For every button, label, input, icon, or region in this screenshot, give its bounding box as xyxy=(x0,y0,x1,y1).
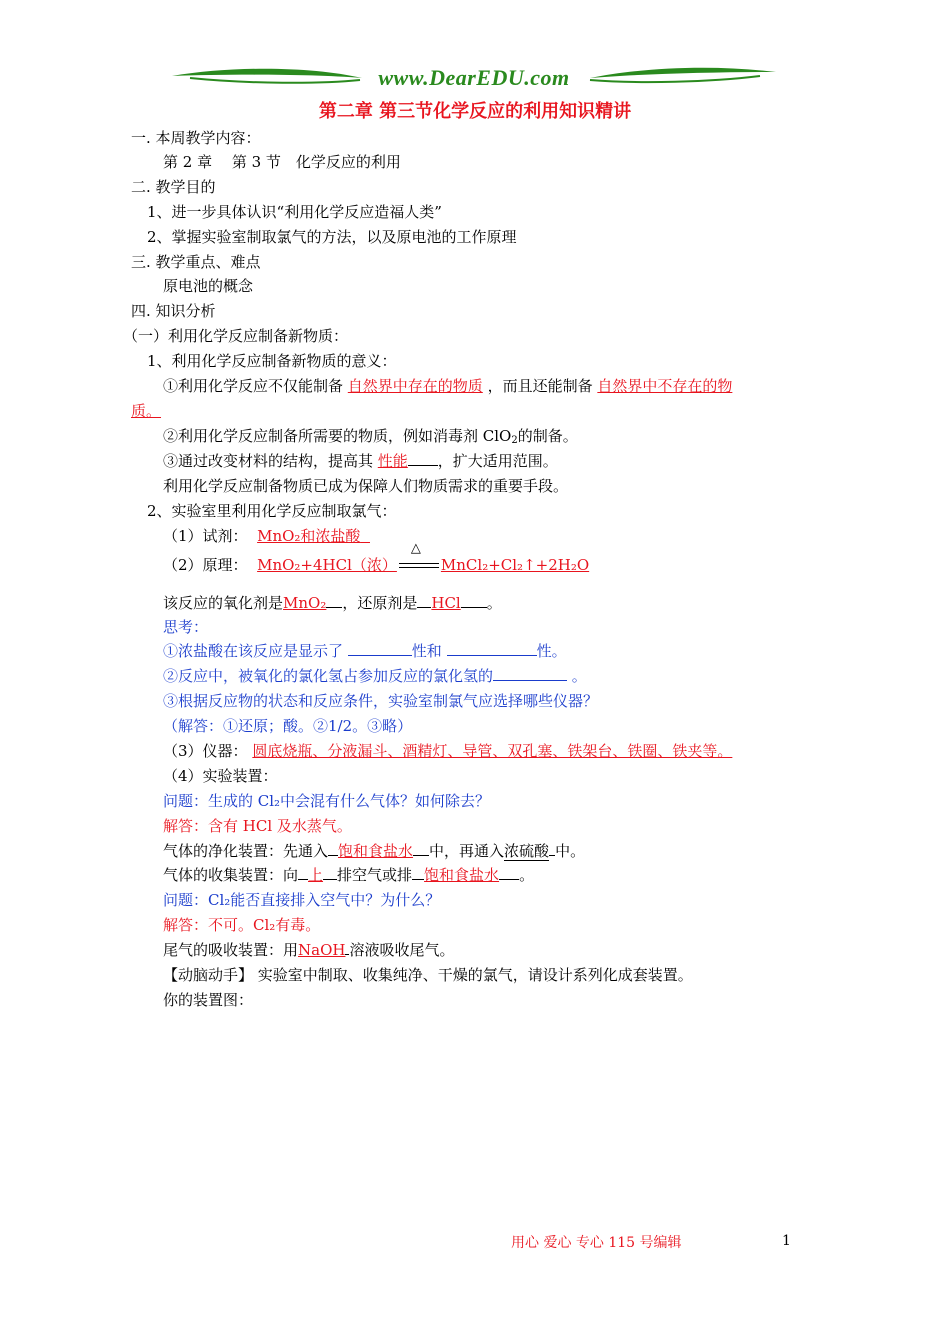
point-1c-pre: ③通过改变材料的结构，提高其 xyxy=(163,452,378,470)
redox-line xyxy=(163,593,502,613)
fill-purify-2: 浓硫酸 xyxy=(504,842,550,860)
setup-label: （4）实验装置： xyxy=(163,767,278,785)
your-diagram-label: 你的装置图： xyxy=(163,991,254,1009)
section-3-content: 原电池的概念 xyxy=(163,277,254,295)
reagent-line xyxy=(163,526,370,546)
question-3: ③根据反应物的状态和反应条件，实验室制氯气应选择哪些仪器？ xyxy=(163,692,599,710)
collect-mid: 排空气或排 xyxy=(337,866,413,884)
fill-reductant: HCl xyxy=(431,594,461,612)
section-2-item-1: 1、进一步具体认识“利用化学反应造福人类” xyxy=(147,203,442,221)
section-3-heading: 三. 教学重点、难点 xyxy=(131,253,261,271)
qa1-question: 问题：生成的 Cl₂中会混有什么气体？如何除去？ xyxy=(163,792,491,810)
hands-on-task: 【动脑动手】 实验室中制取、收集纯净、干燥的氯气，请设计系列化成套装置。 xyxy=(163,966,693,984)
point-1c-post: ，扩大适用范围。 xyxy=(437,452,558,470)
blank-line xyxy=(408,451,438,466)
think-label: 思考： xyxy=(163,618,209,636)
purify-line xyxy=(163,841,585,861)
instrument-label: （3）仪器： xyxy=(163,742,248,760)
redox-pre: 该反应的氧化剂是 xyxy=(163,594,284,612)
principle-label: （2）原理： xyxy=(163,556,248,574)
redox-post: 。 xyxy=(486,594,502,612)
fill-performance: 性能 xyxy=(377,452,408,470)
point-1d: 利用化学反应制备物质已成为保障人们物质需求的重要手段。 xyxy=(163,477,569,495)
purify-pre: 气体的净化装置：先通入 xyxy=(163,842,329,860)
heat-triangle-icon: △ xyxy=(410,541,421,556)
point-2-title: 2、实验室里利用化学反应制取氯气： xyxy=(147,502,397,520)
collect-pre: 气体的收集装置：向 xyxy=(163,866,299,884)
point-1a-cont xyxy=(131,401,161,421)
footer-text: 用心 爱心 专心 115 号编辑 xyxy=(511,1235,682,1251)
principle-line xyxy=(163,541,590,575)
point-1a xyxy=(163,376,732,396)
section-1-content: 第 2 章 第 3 节 化学反应的利用 xyxy=(163,153,401,171)
fill-naoh: NaOH xyxy=(298,941,346,959)
redox-mid: ，还原剂是 xyxy=(342,594,418,612)
fill-natural-substance: 自然界中存在的物质 xyxy=(347,377,483,395)
q2-post: 。 xyxy=(567,667,587,685)
qa2-answer: 解答：不可。Cl₂有毒。 xyxy=(163,916,321,934)
fill-unnatural-substance-end: 质。 xyxy=(131,402,162,420)
qa2-question: 问题：Cl₂能否直接排入空气中？为什么？ xyxy=(163,891,441,909)
fill-reagent: MnO₂和浓盐酸 xyxy=(257,527,361,545)
section-4-heading: 四. 知识分析 xyxy=(131,302,216,320)
fill-instruments: 圆底烧瓶、分液漏斗、酒精灯、导管、双孔塞、铁架台、铁圈、铁夹等。 xyxy=(252,742,733,760)
tail-gas-line xyxy=(163,940,454,960)
point-1-title: 1、利用化学反应制备新物质的意义： xyxy=(147,352,397,370)
section-1-heading: 一. 本周教学内容： xyxy=(131,129,261,147)
qa1-answer: 解答：含有 HCl 及水蒸气。 xyxy=(163,817,352,835)
point-1b-post: 的制备。 xyxy=(517,427,578,445)
banner-text[interactable]: www.DearEDU.com xyxy=(378,65,570,90)
eq-right: MnCl₂+Cl₂↑+2H₂O xyxy=(440,556,590,574)
purify-mid: 中，再通入 xyxy=(429,842,505,860)
answers: （解答：①还原；酸。②1/2。③略） xyxy=(163,717,413,735)
q1-mid: 性和 xyxy=(411,642,447,660)
tail-pre: 尾气的吸收装置：用 xyxy=(163,941,299,959)
point-1a-pre: ①利用化学反应不仅能制备 xyxy=(163,377,348,395)
point-1b-pre: ②利用化学反应制备所需要的物质，例如消毒剂 ClO xyxy=(163,427,512,445)
section-2-heading: 二. 教学目的 xyxy=(131,178,216,196)
point-1b xyxy=(163,426,578,446)
instrument-line xyxy=(163,741,732,761)
fill-collect-1: 上 xyxy=(308,866,324,884)
fill-oxidant: MnO₂ xyxy=(283,594,327,612)
question-1 xyxy=(163,641,567,661)
fill-purify-1: 饱和食盐水 xyxy=(338,842,414,860)
tail-post: 溶液吸收尾气。 xyxy=(349,941,455,959)
fill-unnatural-substance: 自然界中不存在的物 xyxy=(597,377,733,395)
purify-post: 中。 xyxy=(555,842,586,860)
eq-left: MnO₂+4HCl（浓） xyxy=(257,556,397,574)
collect-post: 。 xyxy=(519,866,535,884)
q1-post: 性。 xyxy=(536,642,567,660)
heat-equals-sign xyxy=(397,541,441,575)
fill-collect-2: 饱和食盐水 xyxy=(424,866,500,884)
q1-pre: ①浓盐酸在该反应是显示了 xyxy=(163,642,348,660)
page-title: 第二章 第三节化学反应的利用知识精讲 xyxy=(318,101,632,122)
site-banner xyxy=(170,62,778,92)
question-2 xyxy=(163,666,587,686)
page-number: 1 xyxy=(782,1233,791,1249)
point-1a-mid: ，而且还能制备 xyxy=(482,377,598,395)
subsection-1-heading: （一）利用化学反应制备新物质： xyxy=(123,327,349,345)
point-1c xyxy=(163,451,558,471)
q2-pre: ②反应中，被氧化的氯化氢占参加反应的氯化氢的 xyxy=(163,667,494,685)
section-2-item-2: 2、掌握实验室制取氯气的方法，以及原电池的工作原理 xyxy=(147,228,517,246)
reagent-label: （1）试剂： xyxy=(163,527,248,545)
point-1b-sub: 2 xyxy=(511,435,518,446)
collect-line xyxy=(163,865,534,885)
